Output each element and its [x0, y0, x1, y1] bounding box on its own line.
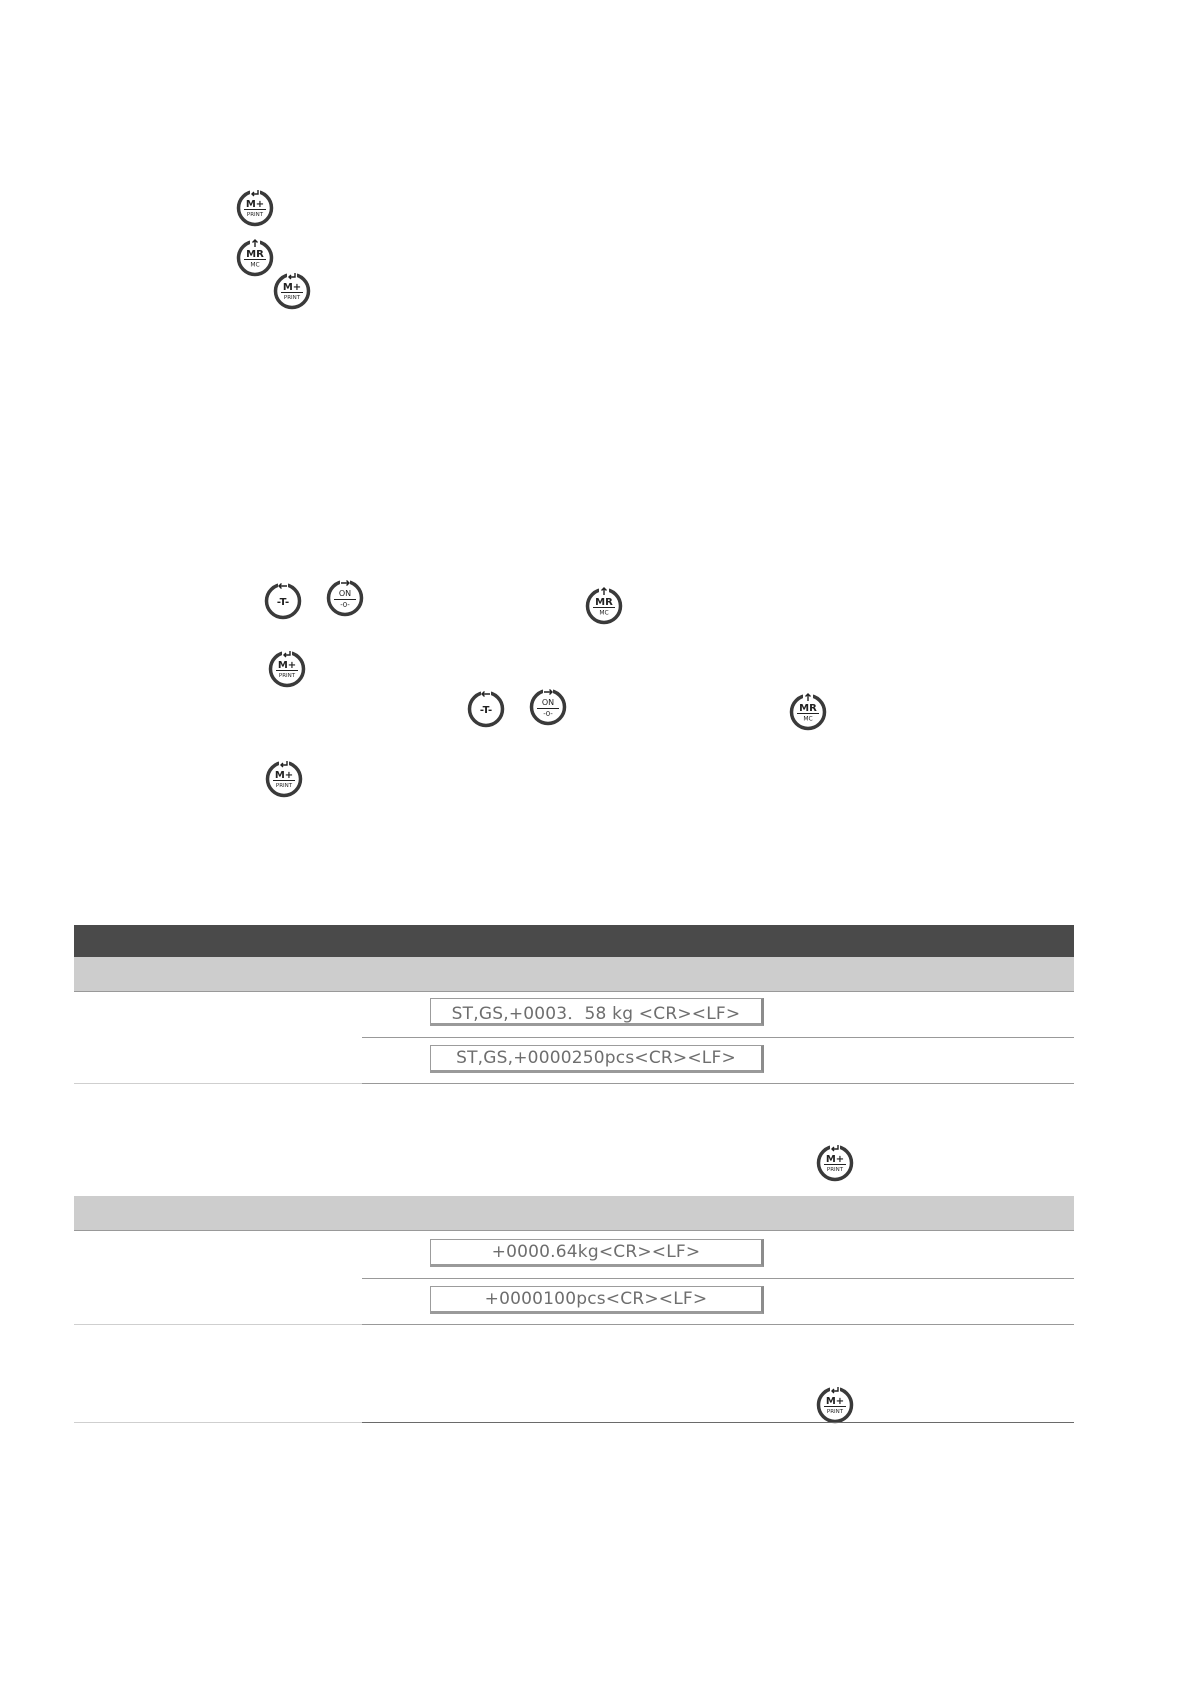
svg-text:PRINT: PRINT: [826, 1167, 844, 1173]
svg-text:ON: ON: [338, 589, 352, 598]
svg-text:M+: M+: [277, 660, 297, 671]
svg-text:MR: MR: [246, 249, 264, 260]
table-rule: [74, 1324, 362, 1325]
tare-key-icon: [263, 580, 303, 620]
print-key-icon: [815, 1142, 855, 1182]
output-box: ST,GS,+0000250pcs<CR><LF>: [430, 1045, 764, 1073]
table-rule: [74, 1083, 362, 1084]
svg-text:PRINT: PRINT: [275, 783, 293, 789]
svg-text:M+: M+: [282, 282, 302, 293]
svg-text:MC: MC: [599, 609, 609, 617]
table-rule: [362, 1324, 1074, 1325]
svg-text:-T-: -T-: [479, 705, 493, 716]
table-rule: [362, 1083, 1074, 1084]
mr-mc-key-icon: [235, 237, 275, 277]
svg-text:MC: MC: [803, 715, 813, 723]
mr-mc-key-icon: [584, 585, 624, 625]
print-key-icon: [264, 758, 304, 798]
svg-text:-0-: -0-: [340, 601, 350, 609]
svg-text:M+: M+: [274, 770, 294, 781]
output-box: +0000.64kg<CR><LF>: [430, 1239, 764, 1267]
table-rule: [74, 1422, 362, 1423]
svg-text:MR: MR: [595, 597, 613, 608]
print-key-icon: [235, 187, 275, 227]
output-box: +0000100pcs<CR><LF>: [430, 1286, 764, 1314]
svg-text:MC: MC: [250, 261, 260, 269]
svg-text:-T-: -T-: [276, 597, 290, 608]
svg-text:PRINT: PRINT: [283, 295, 301, 301]
svg-text:PRINT: PRINT: [246, 212, 264, 218]
svg-text:ON: ON: [541, 698, 555, 707]
output-box: ST,GS,+0003．58 kg <CR><LF>: [430, 998, 764, 1026]
table-rule: [74, 991, 1074, 992]
svg-text:M+: M+: [825, 1396, 845, 1407]
table-section-bar-1: [74, 957, 1074, 991]
table-rule: [74, 1230, 1074, 1231]
on-zero-key-icon: [528, 686, 568, 726]
table-rule: [362, 1422, 1074, 1423]
table-section-bar-2: [74, 1196, 1074, 1230]
svg-text:MR: MR: [799, 703, 817, 714]
svg-text:M+: M+: [825, 1154, 845, 1165]
print-key-icon: [272, 270, 312, 310]
tare-key-icon: [466, 688, 506, 728]
svg-text:M+: M+: [245, 199, 265, 210]
table-header: [74, 925, 1074, 957]
table-rule: [362, 1278, 1074, 1279]
print-key-icon: [815, 1384, 855, 1424]
svg-text:PRINT: PRINT: [826, 1409, 844, 1415]
svg-text:-0-: -0-: [543, 710, 553, 718]
table-rule: [362, 1037, 1074, 1038]
on-zero-key-icon: [325, 577, 365, 617]
mr-mc-key-icon: [788, 691, 828, 731]
print-key-icon: [267, 648, 307, 688]
svg-text:PRINT: PRINT: [278, 673, 296, 679]
